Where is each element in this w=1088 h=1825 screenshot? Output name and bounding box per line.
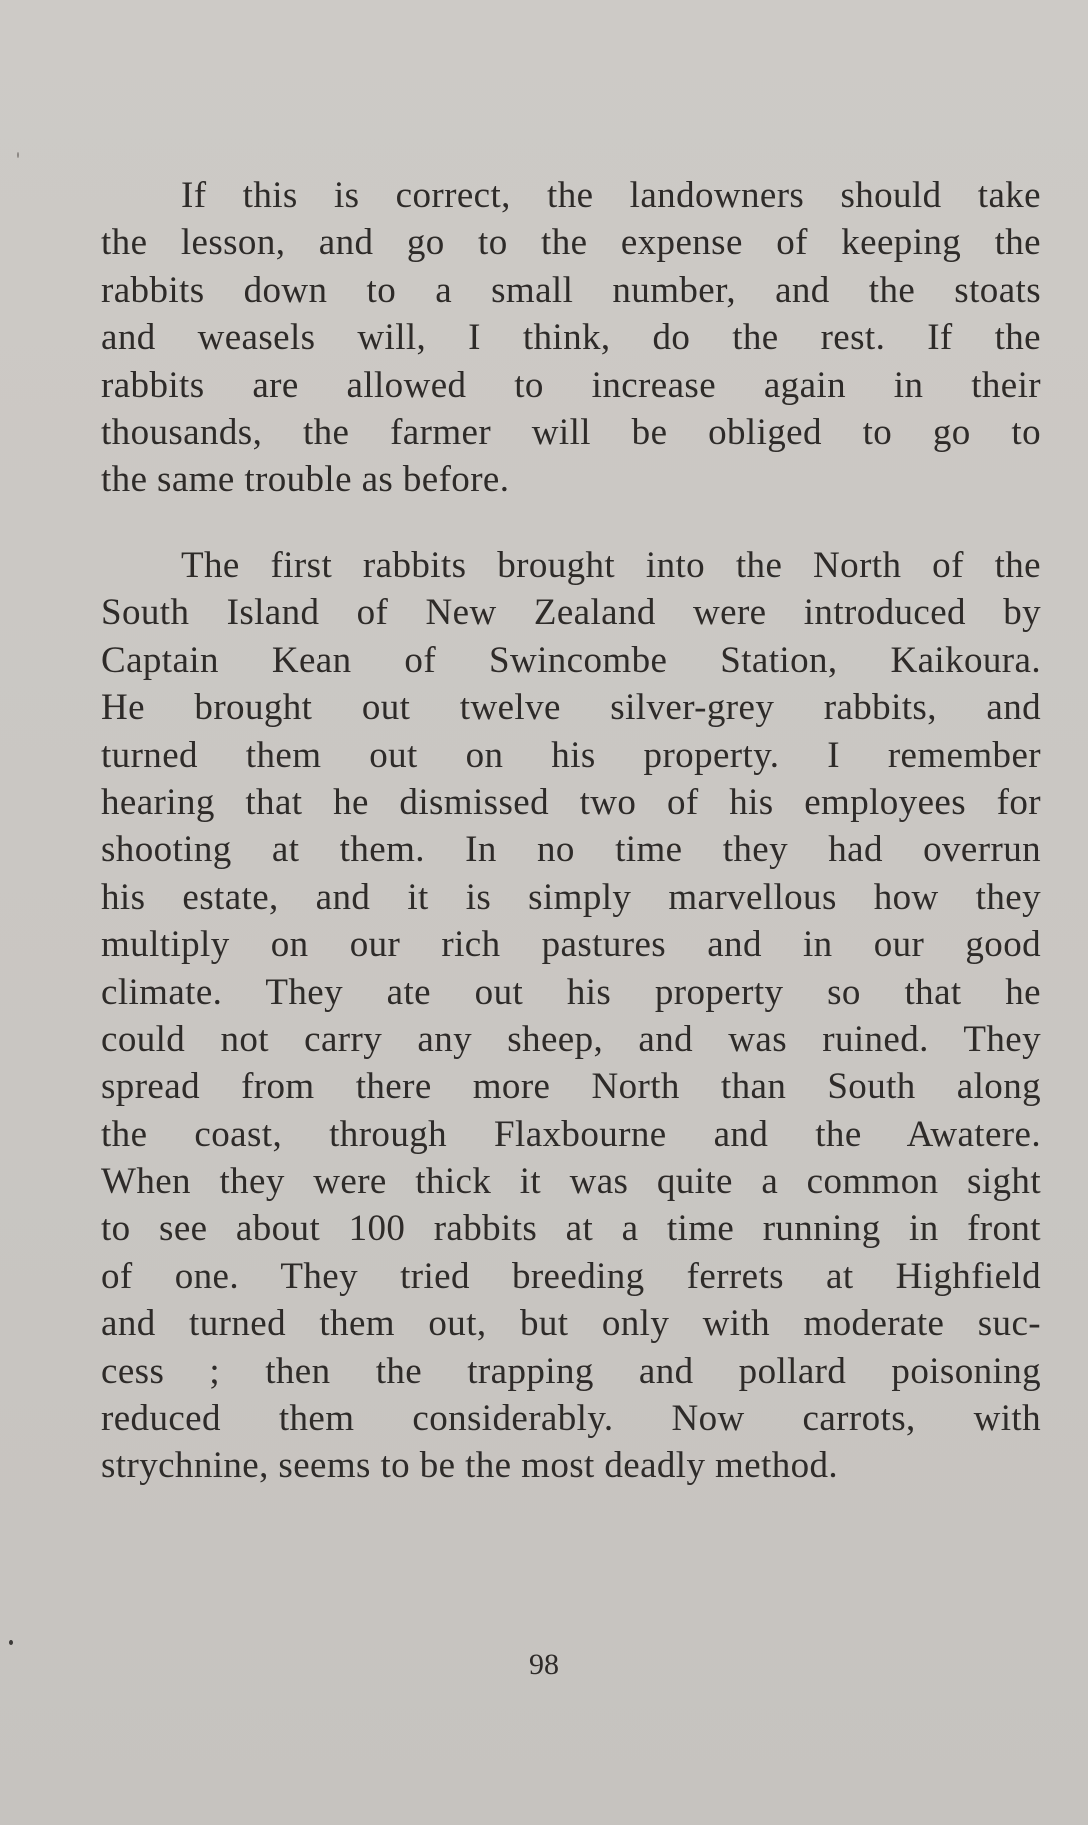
- text-line: South Island of New Zealand were introduced by: [101, 592, 1041, 634]
- text-line: the coast, through Flaxbourne and the Awatere.: [101, 1113, 1041, 1155]
- text-line: shooting at them. In no time they had overrun: [101, 829, 1041, 871]
- text-line: thousands, the farmer will be obliged to go to: [101, 411, 1041, 453]
- text-line: his estate, and it is simply marvellous how they: [101, 876, 1041, 918]
- text-line: the lesson, and go to the expense of keeping the: [101, 222, 1041, 264]
- text-line: climate. They ate out his property so that he: [101, 971, 1041, 1013]
- text-line: rabbits down to a small number, and the stoats: [101, 269, 1041, 311]
- text-line: reduced them considerably. Now carrots, with: [101, 1398, 1041, 1440]
- text-line: turned them out on his property. I remember: [101, 734, 1041, 776]
- text-line: Captain Kean of Swincombe Station, Kaikoura.: [101, 639, 1041, 681]
- text-line: The first rabbits brought into the North of the: [181, 545, 1041, 586]
- paragraph-2: [101, 542, 1041, 1490]
- text-line: If this is correct, the landowners should take: [181, 175, 1041, 216]
- paper-speck: [17, 152, 19, 158]
- text-line: hearing that he dismissed two of his employees for: [101, 781, 1041, 823]
- text-line: and weasels will, I think, do the rest. If the: [101, 317, 1041, 359]
- paper-speck: [9, 1640, 13, 1645]
- text-line: He brought out twelve silver-grey rabbits, and: [101, 687, 1041, 729]
- text-line: rabbits are allowed to increase again in their: [101, 364, 1041, 406]
- page-number: 98: [529, 1648, 559, 1681]
- paragraph-1: [101, 172, 1041, 504]
- text-line: When they were thick it was quite a common sight: [101, 1161, 1041, 1203]
- text-line: to see about 100 rabbits at a time running in front: [101, 1208, 1041, 1250]
- text-line: spread from there more North than South along: [101, 1066, 1041, 1108]
- text-line: multiply on our rich pastures and in our good: [101, 924, 1041, 966]
- text-line: could not carry any sheep, and was ruined. They: [101, 1018, 1041, 1060]
- text-line: strychnine, seems to be the most deadly method.: [101, 1445, 839, 1487]
- text-line: of one. They tried breeding ferrets at Highfield: [101, 1255, 1041, 1297]
- text-line: the same trouble as before.: [101, 459, 510, 501]
- text-line: cess ; then the trapping and pollard poisoning: [101, 1350, 1041, 1392]
- text-line: and turned them out, but only with moderate suc-: [101, 1303, 1041, 1345]
